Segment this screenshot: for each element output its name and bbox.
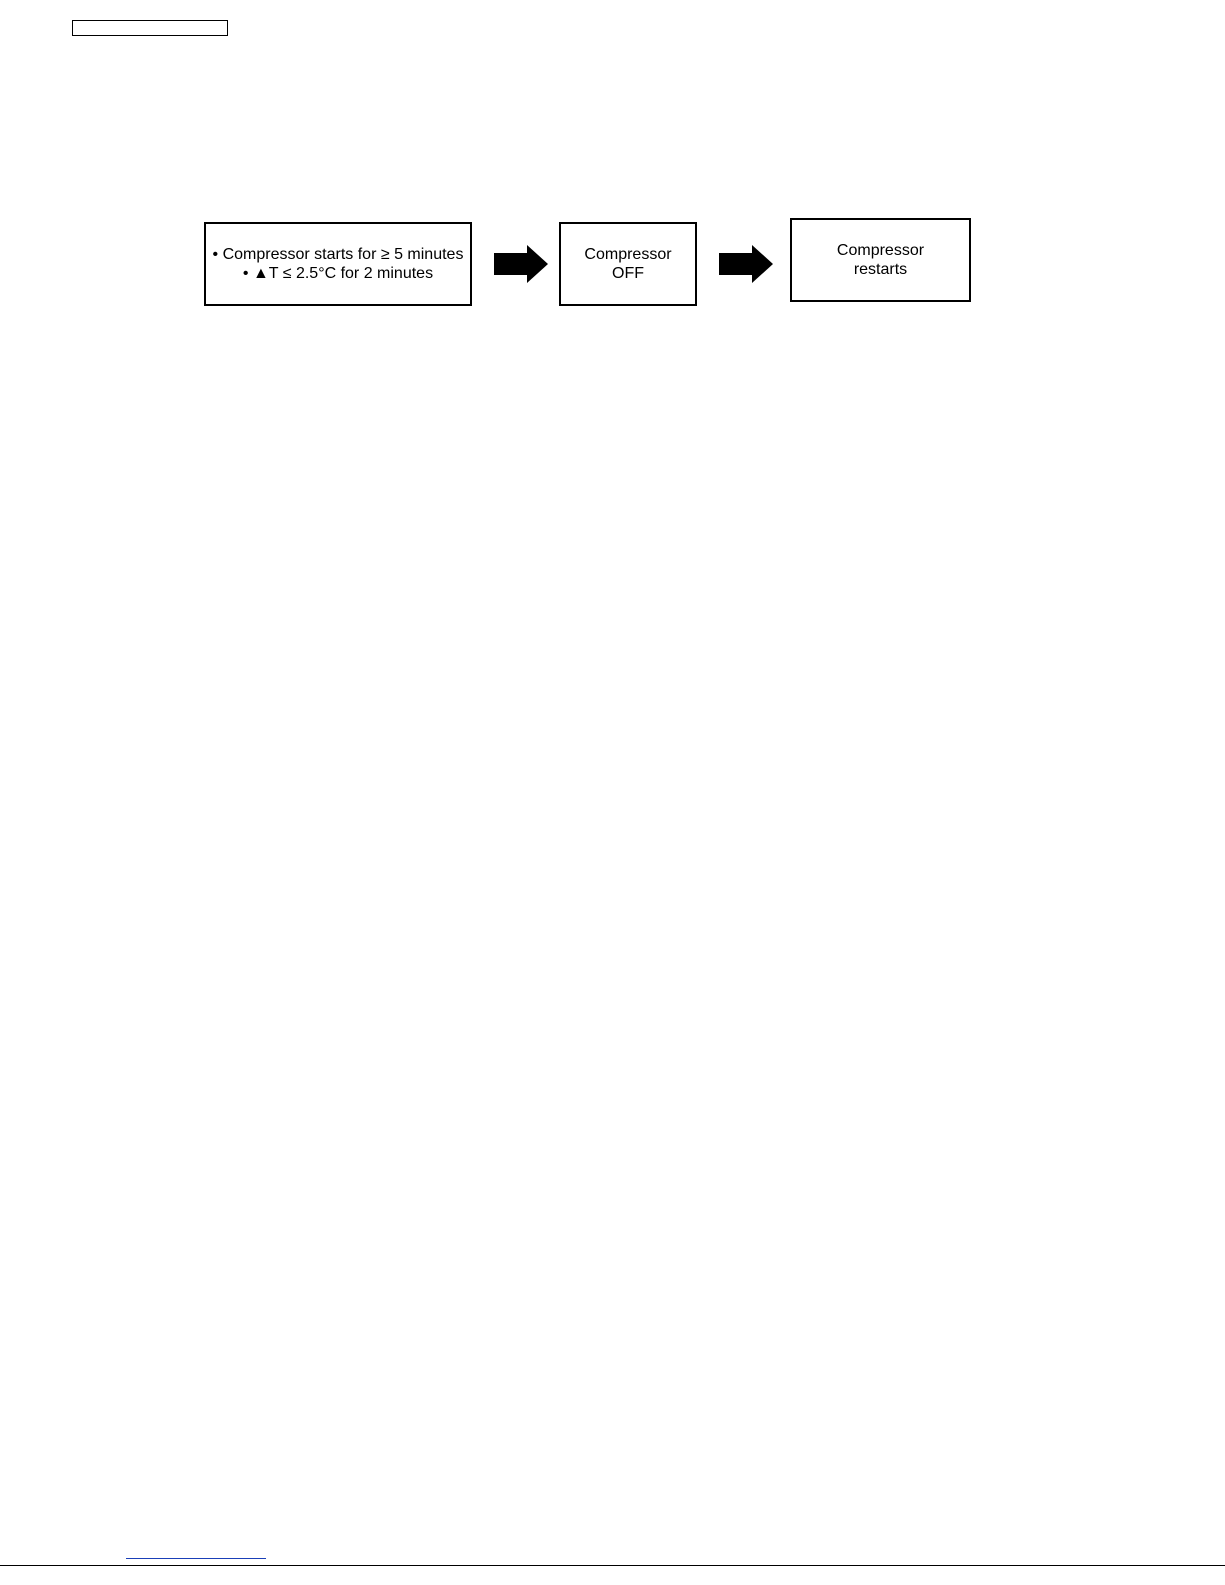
compressor-restarts-box bbox=[790, 218, 971, 302]
compressor-restarts-line-1: Compressor bbox=[836, 242, 925, 259]
compressor-restarts-line-2: restarts bbox=[853, 261, 908, 278]
footer-link-underline[interactable] bbox=[126, 1558, 266, 1559]
right-arrow-icon bbox=[494, 245, 548, 283]
condition-line-delta-t: • ▲T ≤ 2.5°C for 2 minutes bbox=[242, 265, 434, 282]
header-label-box bbox=[72, 20, 228, 36]
footer-rule bbox=[0, 1565, 1225, 1566]
conditions-box bbox=[204, 222, 472, 306]
compressor-off-line-2: OFF bbox=[612, 265, 644, 282]
right-arrow-icon bbox=[719, 245, 773, 283]
compressor-off-box bbox=[559, 222, 697, 306]
compressor-off-line-1: Compressor bbox=[584, 246, 672, 263]
condition-line-compressor-starts: • Compressor starts for ≥ 5 minutes bbox=[212, 246, 464, 263]
